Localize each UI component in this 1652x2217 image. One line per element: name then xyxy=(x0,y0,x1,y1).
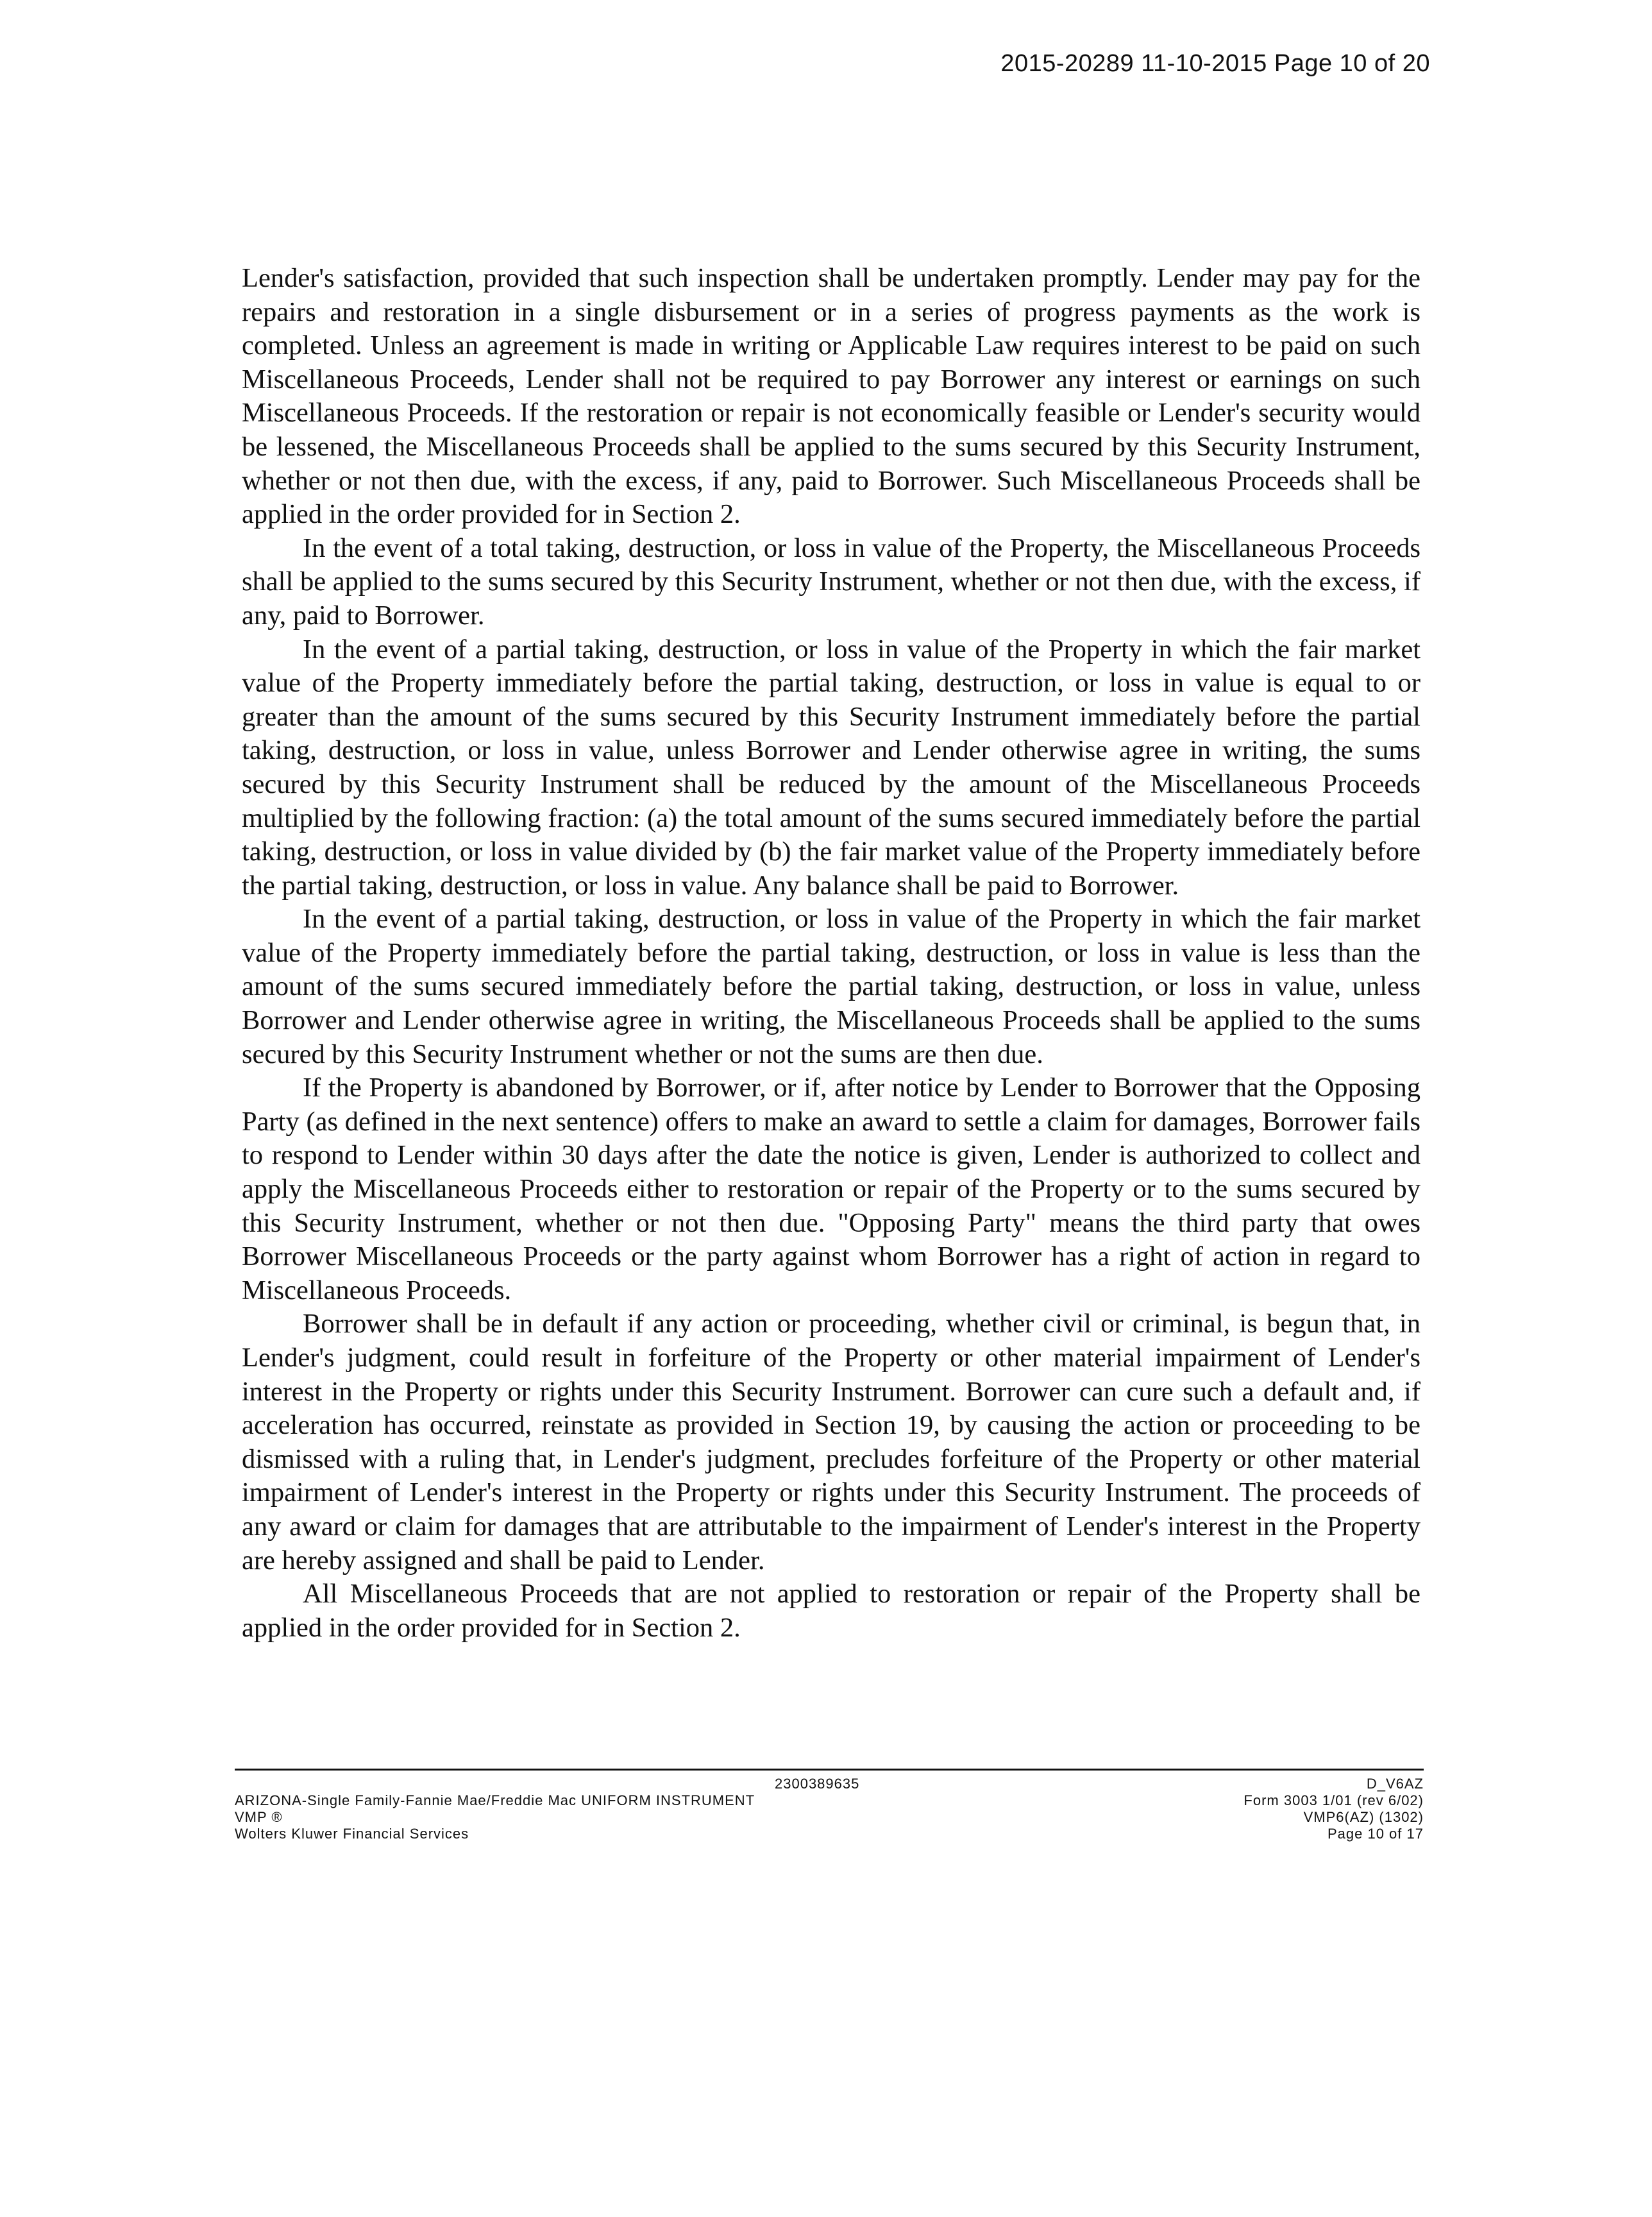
paragraph: In the event of a total taking, destruction, or loss in value of the Property, the Miscellaneous Proceeds shall be applied to the sums secured by this Security Instrument, whether or not then due, with the excess, if any, paid to Borrower. xyxy=(242,532,1420,631)
vmp-mark: VMP ® xyxy=(235,1809,283,1825)
paragraph: In the event of a partial taking, destruction, or loss in value of the Property in which the fair market value of the Property immediately before the partial taking, destruction, or loss in value is equal to or greater than the amount of the sums secured by this Security Instrument immediately before the partial taking, destruction, or loss in value, unless Borrower and Lender otherwise agree in writing, the sums secured by this Security Instrument shall be reduced by the amount of the Miscellaneous Proceeds multiplied by the following fraction: (a) the total amount of the sums secured immediately before the partial taking, destruction, or loss in value divided by (b) the fair market value of the Property immediately before the partial taking, destruction, or loss in value. Any balance shall be paid to Borrower. xyxy=(242,634,1420,901)
vmp-code: VMP6(AZ) (1302) xyxy=(1303,1809,1424,1825)
paragraph: If the Property is abandoned by Borrower, or if, after notice by Lender to Borrower that the Opposing Party (as defined in the next sentence) offers to make an award to settle a claim for damages, Borrower fails to respond to Lender within 30 days after the date the notice is given, Lender is authorized to collect and apply the Miscellaneous Proceeds either to restoration or repair of the Property or to the sums secured by this Security Instrument, whether or not then due. "Opposing Party" means the third party that owes Borrower Miscellaneous Proceeds or the party against whom Borrower has a right of action in regard to Miscellaneous Proceeds. xyxy=(242,1073,1420,1305)
footer-right-block xyxy=(1243,1776,1424,1842)
footer-page-number: Page 10 of 17 xyxy=(1327,1826,1424,1842)
form-number: Form 3003 1/01 (rev 6/02) xyxy=(1243,1792,1424,1808)
form-footer xyxy=(235,1776,1424,1872)
recording-header: 2015-20289 11-10-2015 Page 10 of 20 xyxy=(1000,50,1430,77)
document-body xyxy=(242,262,1420,1645)
publisher: Wolters Kluwer Financial Services xyxy=(235,1826,469,1842)
loan-number: 2300389635 xyxy=(775,1776,860,1792)
footer-left-block xyxy=(235,1792,755,1842)
paragraph: Lender's satisfaction, provided that such inspection shall be undertaken promptly. Lender may pay for the repairs and restoration in a single disbursement or in a series of progress payments as the work is completed. Unless an agreement is made in writing or Applicable Law requires interest to be paid on such Miscellaneous Proceeds, Lender shall not be required to pay Borrower any interest or earnings on such Miscellaneous Proceeds. If the restoration or repair is not economically feasible or Lender's security would be lessened, the Miscellaneous Proceeds shall be applied to the sums secured by this Security Instrument, whether or not then due, with the excess, if any, paid to Borrower. Such Miscellaneous Proceeds shall be applied in the order provided for in Section 2. xyxy=(242,263,1420,530)
form-title: ARIZONA-Single Family-Fannie Mae/Freddie Mac UNIFORM INSTRUMENT xyxy=(235,1792,755,1808)
paragraph: Borrower shall be in default if any action or proceeding, whether civil or criminal, is begun that, in Lender's judgment, could result in forfeiture of the Property or other material impairment of Lender's interest in the Property or rights under this Security Instrument. Borrower can cure such a default and, if acceleration has occurred, reinstate as provided in Section 19, by causing the action or proceeding to be dismissed with a ruling that, in Lender's judgment, precludes forfeiture of the Property or other material impairment of Lender's interest in the Property or rights under this Security Instrument. The proceeds of any award or claim for damages that are attributable to the impairment of Lender's interest in the Property are hereby assigned and shall be paid to Lender. xyxy=(242,1309,1420,1576)
paragraph: All Miscellaneous Proceeds that are not applied to restoration or repair of the Property shall be applied in the order provided for in Section 2. xyxy=(242,1579,1420,1643)
paragraph: In the event of a partial taking, destruction, or loss in value of the Property in which the fair market value of the Property immediately before the partial taking, destruction, or loss in value is less than the amount of the sums secured immediately before the partial taking, destruction, or loss in value, unless Borrower and Lender otherwise agree in writing, the Miscellaneous Proceeds shall be applied to the sums secured by this Security Instrument whether or not the sums are then due. xyxy=(242,904,1420,1069)
footer-divider xyxy=(235,1769,1424,1771)
doc-code: D_V6AZ xyxy=(1366,1776,1424,1792)
